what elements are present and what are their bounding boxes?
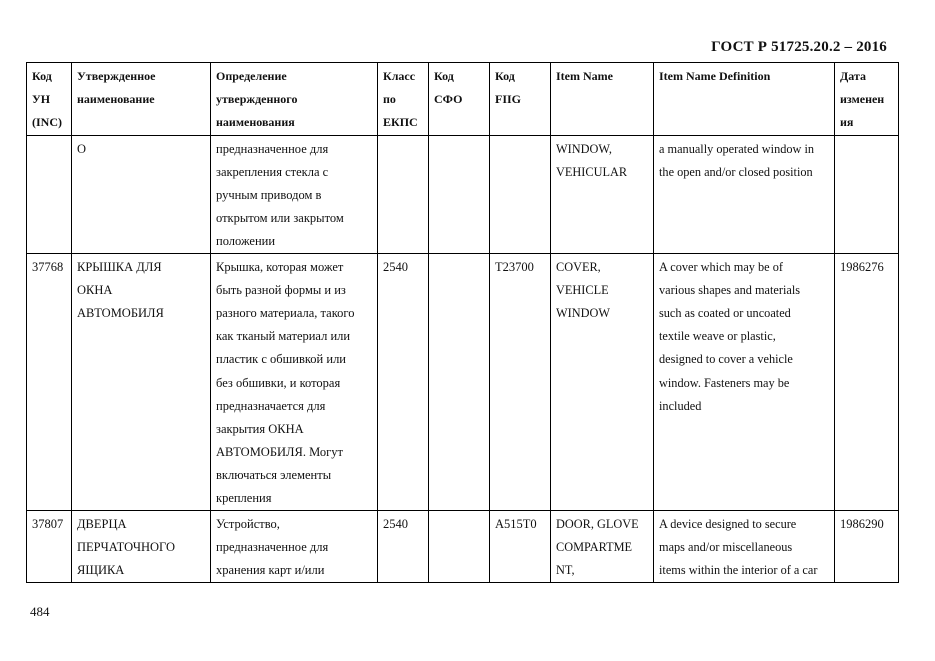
col-header-definition: Определение утвержденного наименования bbox=[211, 63, 378, 136]
col-header-sfo: Код СФО bbox=[429, 63, 490, 136]
table-row bbox=[27, 511, 899, 583]
cell-item-definition: a manually operated window in the open and/or closed position bbox=[654, 135, 835, 253]
cell-item-definition: A device designed to secure maps and/or miscellaneous items within the interior of a car bbox=[654, 511, 835, 583]
cell-approved-name: КРЫШКА ДЛЯ ОКНА АВТОМОБИЛЯ bbox=[72, 254, 211, 511]
cell-inc: 37807 bbox=[27, 511, 72, 583]
cell-definition: Крышка, которая может быть разной формы и из разного материала, такого как тканый материал или пластик с обшивкой или без обшивки, и которая предназначается для закрытия ОКНА АВТОМОБИЛЯ. Могут включаться элементы крепления bbox=[211, 254, 378, 511]
cell-fiig: A515T0 bbox=[490, 511, 551, 583]
cell-date: 1986290 bbox=[835, 511, 899, 583]
cell-fiig: T23700 bbox=[490, 254, 551, 511]
cell-definition: Устройство, предназначенное для хранения карт и/или bbox=[211, 511, 378, 583]
col-header-date: Дата изменен ия bbox=[835, 63, 899, 136]
col-header-item-name: Item Name bbox=[551, 63, 654, 136]
table-header-row bbox=[27, 63, 899, 136]
cell-item-name: WINDOW, VEHICULAR bbox=[551, 135, 654, 253]
cell-inc: 37768 bbox=[27, 254, 72, 511]
cell-sfo bbox=[429, 511, 490, 583]
cell-definition: предназначенное для закрепления стекла с ручным приводом в открытом или закрытом положении bbox=[211, 135, 378, 253]
cell-class bbox=[378, 135, 429, 253]
cell-date bbox=[835, 135, 899, 253]
cell-item-definition: A cover which may be of various shapes and materials such as coated or uncoated textile weave or plastic, designed to cover a vehicle window. Fasteners may be included bbox=[654, 254, 835, 511]
cell-class: 2540 bbox=[378, 511, 429, 583]
col-header-class: Класс по ЕКПС bbox=[378, 63, 429, 136]
cell-class: 2540 bbox=[378, 254, 429, 511]
col-header-fiig: Код FIIG bbox=[490, 63, 551, 136]
cell-item-name: COVER, VEHICLE WINDOW bbox=[551, 254, 654, 511]
table-row bbox=[27, 254, 899, 511]
col-header-item-definition: Item Name Definition bbox=[654, 63, 835, 136]
cell-sfo bbox=[429, 254, 490, 511]
cell-inc bbox=[27, 135, 72, 253]
cell-sfo bbox=[429, 135, 490, 253]
cell-item-name: DOOR, GLOVE COMPARTME NT, bbox=[551, 511, 654, 583]
cell-fiig bbox=[490, 135, 551, 253]
table-row bbox=[27, 135, 899, 253]
col-header-approved-name: Утвержденное наименование bbox=[72, 63, 211, 136]
cell-date: 1986276 bbox=[835, 254, 899, 511]
cell-approved-name: О bbox=[72, 135, 211, 253]
col-header-inc: Код УН (INC) bbox=[27, 63, 72, 136]
catalog-table bbox=[26, 62, 899, 583]
page-number: 484 bbox=[30, 604, 50, 619]
document-code: ГОСТ Р 51725.20.2 – 2016 bbox=[711, 39, 887, 55]
cell-approved-name: ДВЕРЦА ПЕРЧАТОЧНОГО ЯЩИКА bbox=[72, 511, 211, 583]
